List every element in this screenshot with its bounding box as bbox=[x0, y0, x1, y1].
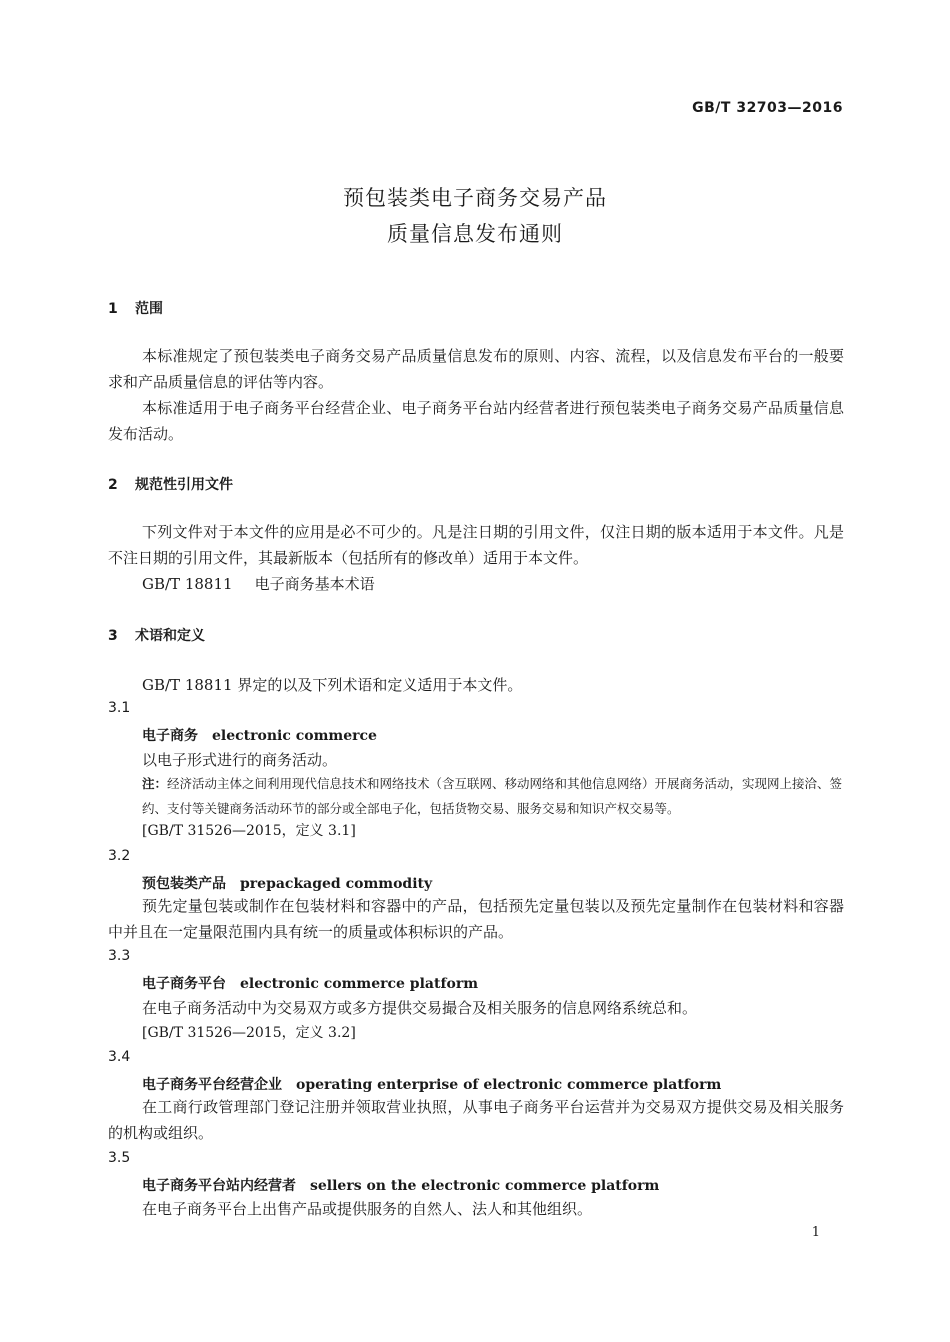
document-title-line1: 预包装类电子商务交易产品 bbox=[343, 186, 607, 210]
term-source: [GB/T 31526—2015，定义 3.2] bbox=[142, 1025, 356, 1041]
term-number: 3.4 bbox=[108, 1049, 131, 1065]
term-number: 3.3 bbox=[108, 948, 131, 964]
document-title-line2: 质量信息发布通则 bbox=[387, 222, 563, 246]
section-title: 术语和定义 bbox=[135, 628, 205, 644]
term-number: 3.1 bbox=[108, 700, 131, 716]
term-entry bbox=[142, 1175, 659, 1195]
section-number: 2 bbox=[108, 477, 118, 493]
term-zh: 电子商务平台 bbox=[142, 976, 226, 992]
term-zh: 电子商务平台经营企业 bbox=[142, 1077, 282, 1093]
term-definition: 以电子形式进行的商务活动。 bbox=[142, 751, 338, 769]
section-title: 范围 bbox=[135, 301, 163, 317]
reference-title: 电子商务基本术语 bbox=[254, 575, 375, 593]
normative-reference bbox=[142, 573, 375, 594]
page-number: 1 bbox=[811, 1225, 820, 1240]
term-definition: 在工商行政管理部门登记注册并领取营业执照，从事电子商务平台运营并为交易双方提供交易及相关服务的机构或组织。 bbox=[108, 1098, 844, 1142]
term-zh: 预包装类产品 bbox=[142, 876, 226, 892]
term-en: sellers on the electronic commerce platform bbox=[310, 1178, 660, 1194]
section-3-intro: GB/T 18811 界定的以及下列术语和定义适用于本文件。 bbox=[142, 676, 523, 694]
term-definition: 预先定量包装或制作在包装材料和容器中的产品，包括预先定量包装以及预先定量制作在包装材料和容器中并且在一定量限范围内具有统一的质量或体积标识的产品。 bbox=[108, 897, 844, 941]
term-number: 3.2 bbox=[108, 848, 131, 864]
term-source: [GB/T 31526—2015，定义 3.1] bbox=[142, 823, 356, 839]
term-note bbox=[142, 771, 846, 821]
term-en: operating enterprise of electronic commerce platform bbox=[296, 1077, 722, 1093]
note-text: 经济活动主体之间利用现代信息技术和网络技术（含互联网、移动网络和其他信息网络）开展商务活动，实现网上接洽、签约、支付等关键商务活动环节的部分或全部电子化，包括货物交易、服务交易和知识产权交易等。 bbox=[142, 776, 843, 816]
term-definition: 在电子商务平台上出售产品或提供服务的自然人、法人和其他组织。 bbox=[142, 1200, 593, 1218]
section-title: 规范性引用文件 bbox=[135, 477, 233, 493]
reference-code: GB/T 18811 bbox=[142, 575, 233, 593]
term-en: electronic commerce platform bbox=[240, 976, 479, 992]
section-1-paragraph-2: 本标准适用于电子商务平台经营企业、电子商务平台站内经营者进行预包装类电子商务交易产品质量信息发布活动。 bbox=[108, 399, 844, 443]
section-number: 3 bbox=[108, 628, 118, 644]
section-2-paragraph-1: 下列文件对于本文件的应用是必不可少的。凡是注日期的引用文件，仅注日期的版本适用于本文件。凡是不注日期的引用文件，其最新版本（包括所有的修改单）适用于本文件。 bbox=[108, 523, 844, 567]
term-en: electronic commerce bbox=[212, 728, 377, 744]
section-heading-1 bbox=[108, 298, 163, 318]
standard-code: GB/T 32703—2016 bbox=[692, 100, 843, 116]
section-heading-3 bbox=[108, 625, 205, 645]
section-number: 1 bbox=[108, 301, 118, 317]
section-heading-2 bbox=[108, 474, 233, 494]
term-en: prepackaged commodity bbox=[240, 876, 433, 892]
term-entry bbox=[142, 873, 432, 893]
note-label: 注： bbox=[142, 776, 168, 791]
term-number: 3.5 bbox=[108, 1150, 131, 1166]
term-zh: 电子商务 bbox=[142, 728, 198, 744]
term-entry bbox=[142, 1074, 721, 1094]
term-definition: 在电子商务活动中为交易双方或多方提供交易撮合及相关服务的信息网络系统总和。 bbox=[142, 999, 698, 1017]
section-1-paragraph-1: 本标准规定了预包装类电子商务交易产品质量信息发布的原则、内容、流程，以及信息发布平台的一般要求和产品质量信息的评估等内容。 bbox=[108, 347, 844, 391]
term-entry bbox=[142, 725, 377, 745]
term-entry bbox=[142, 973, 478, 993]
term-zh: 电子商务平台站内经营者 bbox=[142, 1178, 296, 1194]
